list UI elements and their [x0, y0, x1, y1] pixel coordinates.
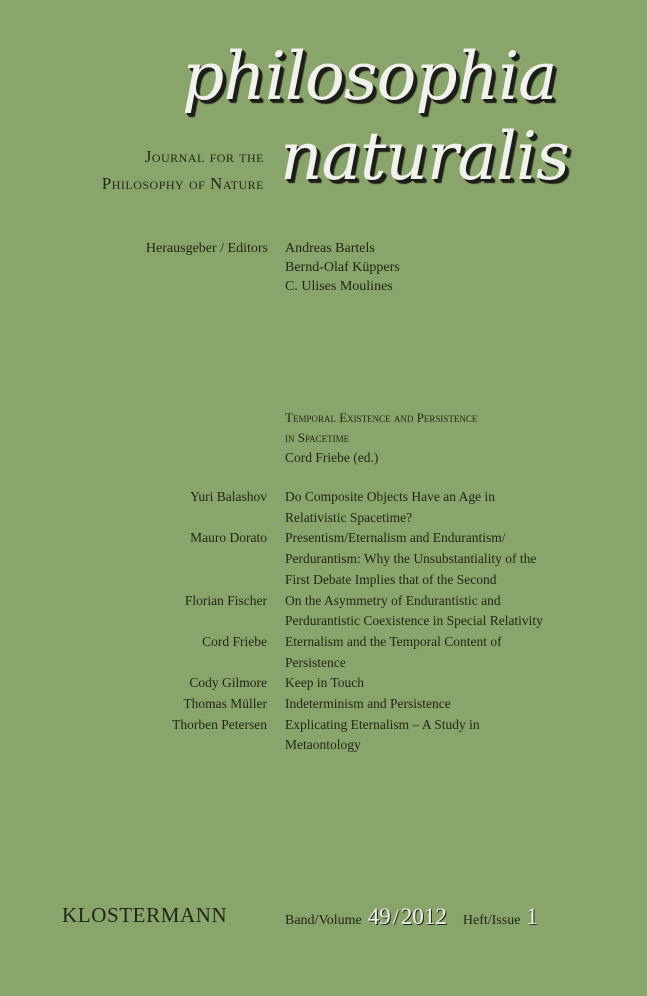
article-title	[285, 694, 645, 715]
article-title-line: Relativistic Spacetime?	[285, 509, 413, 525]
publisher-name: KLOSTERMANN	[62, 903, 228, 927]
issue-number: 1	[526, 904, 538, 929]
article-author: Thomas Müller	[183, 696, 267, 712]
contents-entry	[0, 694, 647, 715]
article-title-line: Keep in Touch	[285, 675, 365, 691]
editors-label: Herausgeber / Editors	[145, 241, 268, 256]
article-title-line: Perdurantism: Why the Unsubstantiality of the	[285, 551, 537, 567]
journal-title-line-1: philosophia	[182, 38, 557, 115]
article-title	[285, 632, 645, 673]
editors-list	[285, 241, 400, 298]
contents-entry	[0, 673, 647, 694]
article-title-line: Persistence	[285, 654, 346, 670]
issue-theme-editor: Cord Friebe (ed.)	[285, 450, 379, 465]
article-author: Yuri Balashov	[190, 489, 267, 504]
article-title	[285, 673, 645, 694]
issue-theme-title-line-2: in Spacetime	[285, 430, 350, 445]
contents-entry	[0, 591, 647, 632]
article-title-line: Explicating Eternalism – A Study in	[285, 716, 480, 732]
issue-theme-title-line-1: Temporal Existence and Persistence	[285, 410, 478, 425]
editor-name: Bernd-Olaf Küppers	[285, 260, 400, 275]
volume-number: 49	[367, 904, 391, 929]
volume-issue-info	[285, 904, 538, 930]
article-author: Cody Gilmore	[189, 675, 267, 691]
article-title-line: Perdurantistic Coexistence in Special Relativity	[285, 613, 543, 629]
journal-subtitle-line-1: Journal for the	[144, 147, 264, 166]
volume-label: Band/Volume	[285, 913, 362, 928]
journal-title-line-2: naturalis	[280, 118, 569, 195]
editor-name: Andreas Bartels	[285, 241, 375, 256]
editor-name: C. Ulises Moulines	[285, 279, 393, 294]
article-title	[285, 591, 645, 632]
article-title-line: Indeterminism and Persistence	[285, 696, 451, 712]
article-author: Thorben Petersen	[172, 716, 267, 732]
contents-entry	[0, 487, 647, 528]
article-title-line: Eternalism and the Temporal Content of	[285, 633, 502, 649]
article-author: Florian Fischer	[184, 592, 267, 608]
article-title-line: Do Composite Objects Have an Age in	[285, 489, 495, 504]
contents-entry	[0, 528, 647, 590]
contents-entry	[0, 715, 647, 756]
article-title	[285, 715, 645, 756]
article-title	[285, 528, 645, 590]
article-title	[285, 487, 645, 528]
publication-year: 2012	[400, 904, 447, 929]
article-author: Cord Friebe	[202, 633, 267, 649]
issue-theme	[285, 408, 477, 468]
article-title-line: First Debate Implies that of the Second	[285, 571, 497, 587]
volume-year-separator: /	[392, 904, 399, 929]
table-of-contents	[0, 487, 647, 756]
journal-subtitle-line-2: Philosophy of Nature	[101, 174, 264, 193]
article-title-line: On the Asymmetry of Endurantistic and	[285, 592, 501, 608]
issue-label: Heft/Issue	[462, 913, 521, 928]
article-title-line: Metaontology	[285, 737, 361, 753]
article-author: Mauro Dorato	[190, 530, 267, 546]
article-title-line: Presentism/Eternalism and Endurantism/	[285, 530, 506, 546]
contents-entry	[0, 632, 647, 673]
